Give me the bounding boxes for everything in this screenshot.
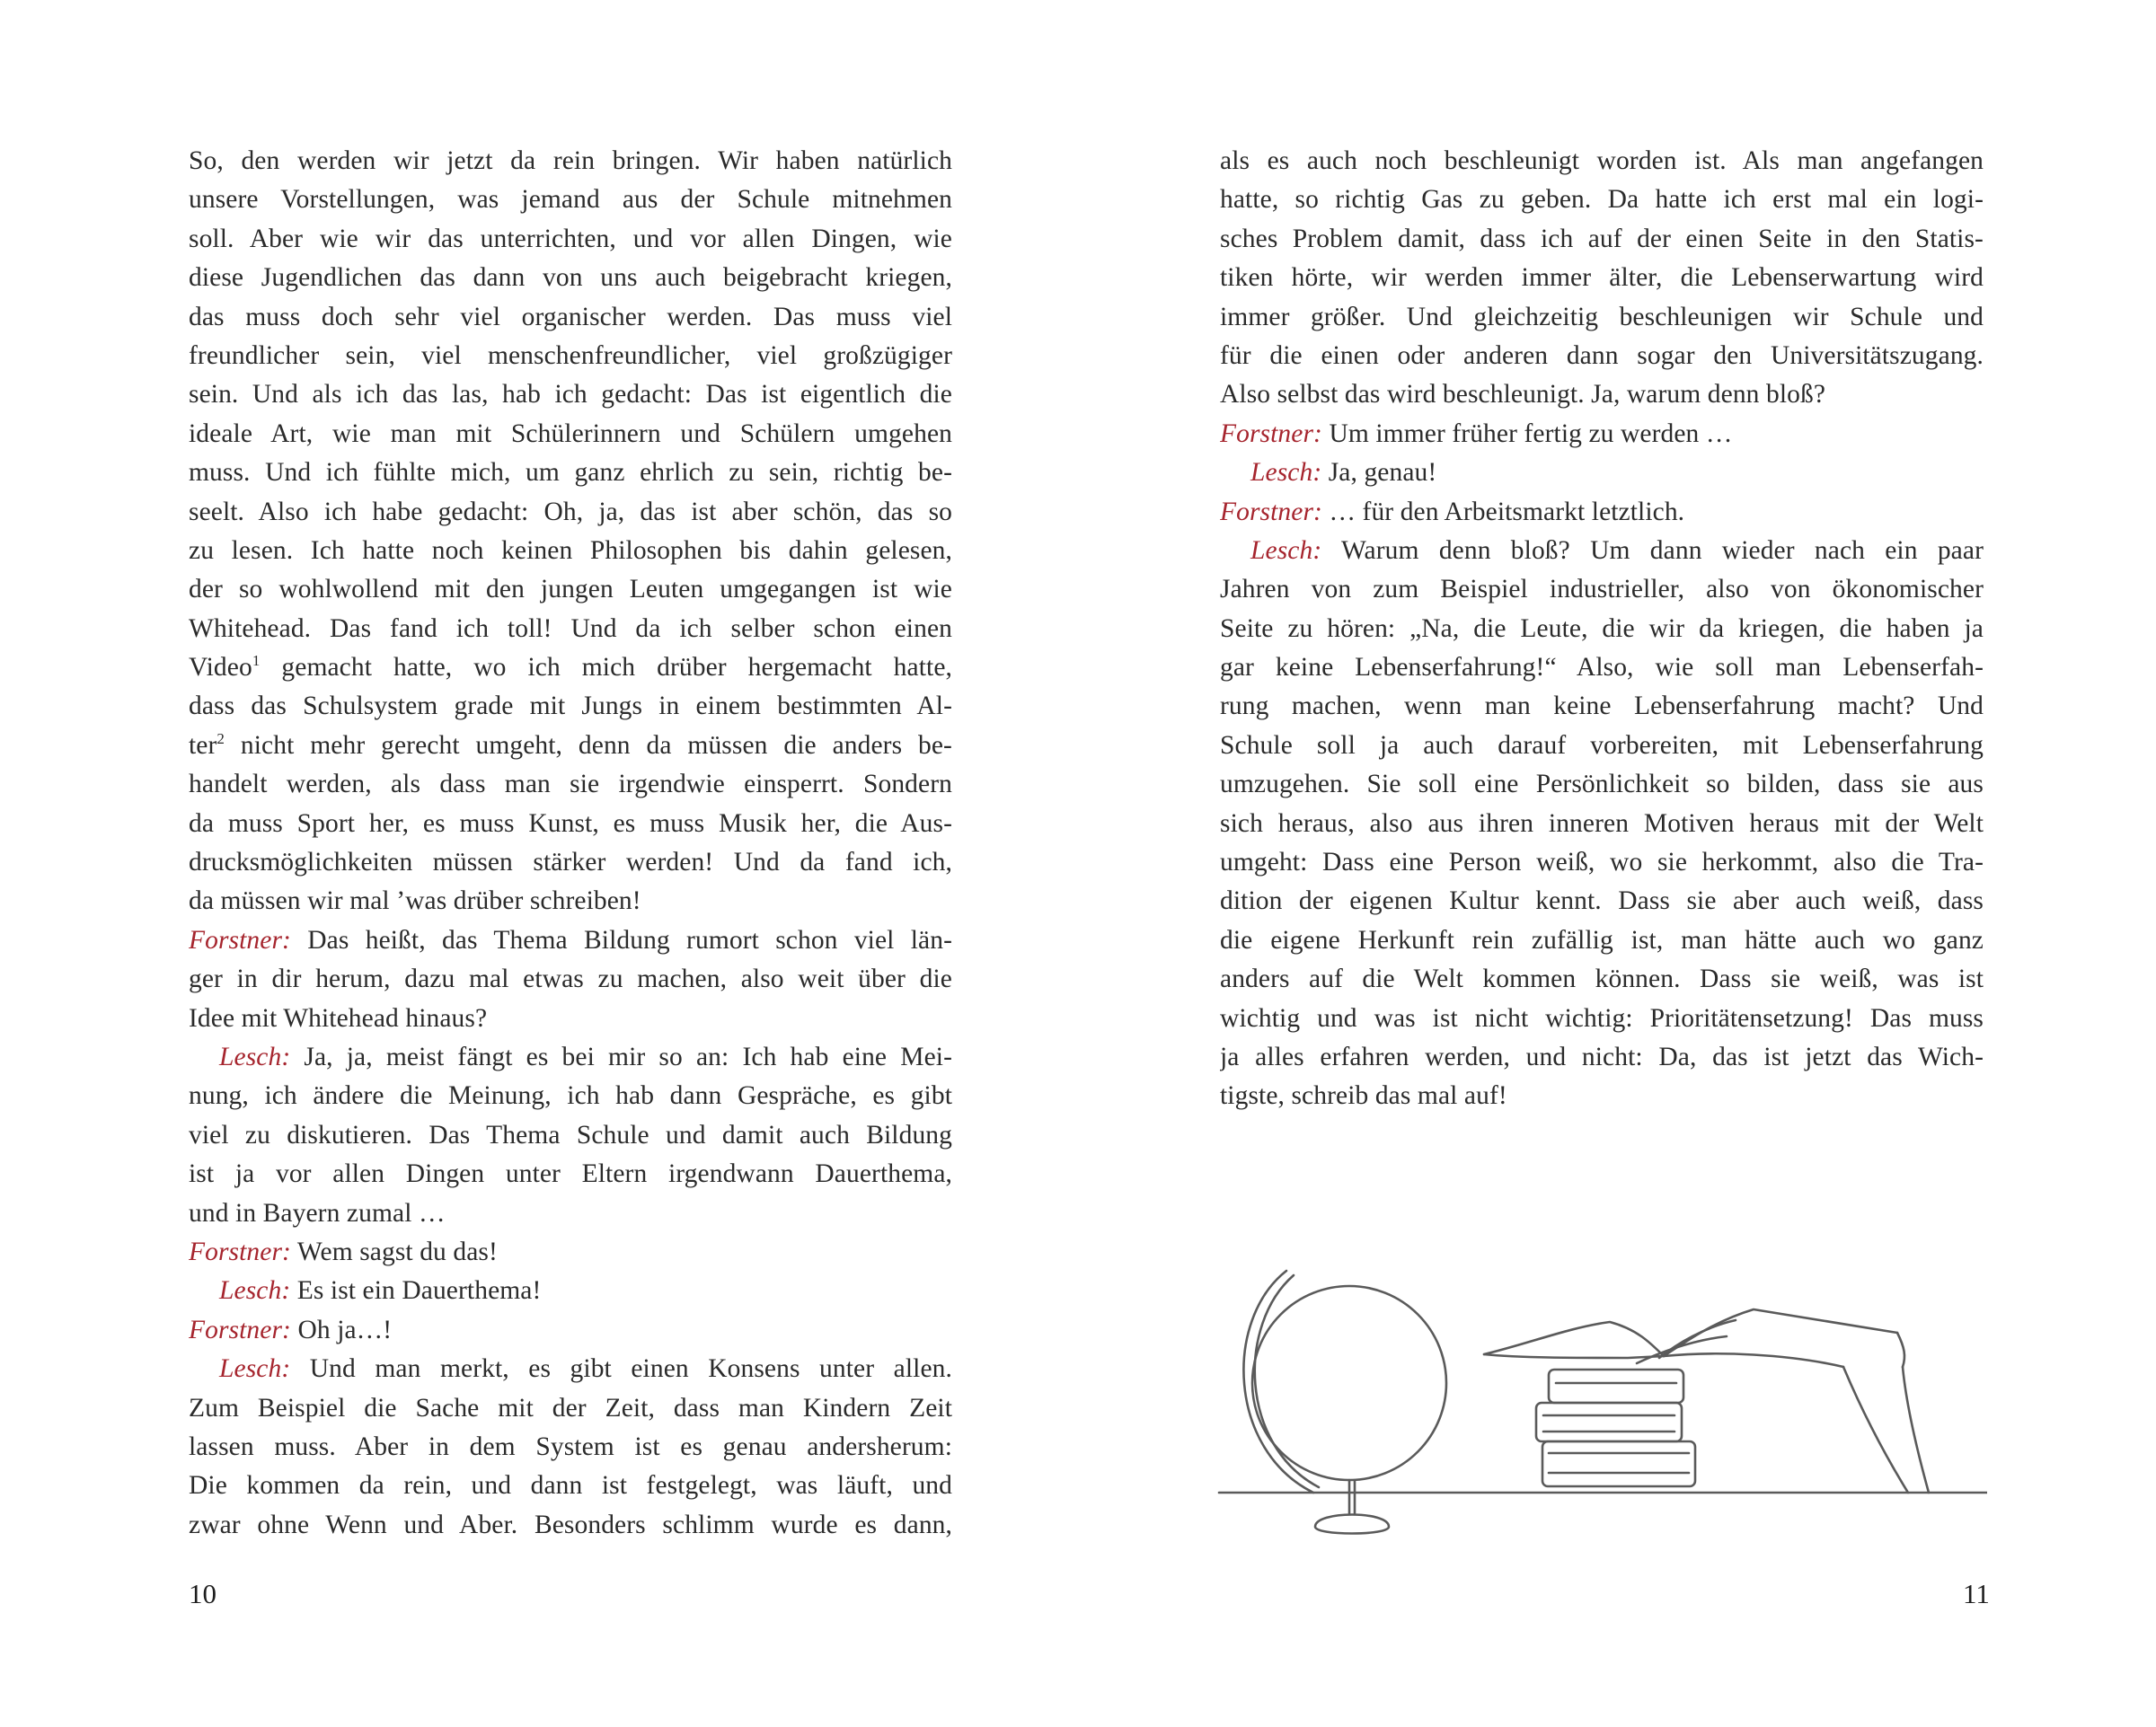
text-line — [1220, 843, 1984, 882]
line-text: die eigene Herkunft rein zufällig ist, man hätte auch wo ganz — [1220, 925, 1984, 955]
speaker-name: Lesch: — [219, 1354, 291, 1384]
line-text: viel zu diskutieren. Das Thema Schule und damit auch Bildung — [189, 1120, 952, 1150]
line-text: ist ja vor allen Dingen unter Eltern irgendwann Dauerthema, — [189, 1159, 952, 1189]
text-line — [1220, 415, 1984, 454]
text-line — [189, 1311, 952, 1350]
text-line — [189, 843, 952, 882]
text-line — [189, 960, 952, 999]
line-text: handelt werden, als dass man sie irgendwie einsperrt. Sondern — [189, 770, 952, 799]
text-line — [189, 181, 952, 219]
speaker-name: Lesch: — [1250, 458, 1322, 488]
text-line — [189, 1000, 952, 1038]
text-line — [189, 765, 952, 804]
line-text: tiken hörte, wir werden immer älter, die Lebenserwartung wird — [1220, 263, 1984, 293]
text-line — [1220, 765, 1984, 804]
line-text: drucksmöglichkeiten müssen stärker werden! Und da fand ich, — [189, 848, 952, 877]
text-line — [1220, 1038, 1984, 1077]
text-line — [1220, 1000, 1984, 1038]
text-line — [189, 532, 952, 570]
text-line — [189, 1350, 952, 1388]
line-text: Warum denn bloß? Um dann wieder nach ein paar — [1321, 535, 1984, 565]
text-line — [189, 570, 952, 609]
text-line — [1220, 375, 1984, 414]
line-text: umgeht: Dass eine Person weiß, wo sie herkommt, also die Tra- — [1220, 848, 1984, 877]
left-page-text — [189, 142, 952, 1545]
line-text: sich heraus, also aus ihren inneren Motiven heraus mit der Welt — [1220, 808, 1984, 838]
text-line — [189, 1467, 952, 1505]
line-text: Ja, genau! — [1321, 458, 1437, 488]
text-line — [189, 1506, 952, 1545]
globe-and-books-illustration — [1215, 1257, 1987, 1554]
line-text: rung machen, wenn man keine Lebenserfahrung macht? Und — [1220, 692, 1984, 721]
line-text: … für den Arbeitsmarkt letztlich. — [1321, 497, 1685, 526]
text-line — [189, 337, 952, 375]
line-text: Wem sagst du das! — [290, 1237, 498, 1266]
text-line — [1220, 882, 1984, 921]
line-text: wichtig und was ist nicht wichtig: Prioritätensetzung! Das muss — [1220, 1003, 1984, 1033]
speaker-name: Forstner: — [189, 1237, 291, 1266]
text-line — [189, 882, 952, 921]
right-page-number: 11 — [1963, 1578, 1990, 1609]
text-line — [1220, 1077, 1984, 1115]
line-text: dition der eigenen Kultur kennt. Dass sie aber auch weiß, dass — [1220, 886, 1984, 916]
text-line — [1220, 259, 1984, 297]
line-text: da müssen wir mal ’was drüber schreiben! — [189, 886, 641, 916]
text-line — [189, 921, 952, 960]
text-line — [189, 1428, 952, 1467]
line-text: So, den werden wir jetzt da rein bringen. Wir haben natürlich — [189, 146, 952, 175]
line-text: ter — [189, 730, 217, 760]
text-line — [189, 415, 952, 454]
line-text: zwar ohne Wenn und Aber. Besonders schlimm wurde es dann, — [189, 1510, 952, 1539]
line-text: der so wohlwollend mit den jungen Leuten umgegangen ist wie — [189, 575, 952, 604]
line-text: Oh ja…! — [290, 1315, 393, 1344]
line-text: als es auch noch beschleunigt worden ist. Als man angefangen — [1220, 146, 1984, 175]
text-line — [1220, 454, 1984, 492]
text-line — [1220, 687, 1984, 726]
globe-icon — [1252, 1286, 1446, 1480]
line-text: unsere Vorstellungen, was jemand aus der Schule mitnehmen — [189, 185, 952, 215]
line-text: Idee mit Whitehead hinaus? — [189, 1003, 488, 1033]
text-line — [1220, 493, 1984, 532]
speaker-name: Lesch: — [219, 1042, 291, 1071]
text-line — [1220, 181, 1984, 219]
line-text: und in Bayern zumal … — [189, 1198, 446, 1228]
text-line — [189, 454, 952, 492]
line-text: Die kommen da rein, und dann ist festgelegt, was läuft, und — [189, 1471, 952, 1501]
line-text-continued: nicht mehr gerecht umgeht, denn da müssen die anders be- — [225, 730, 952, 760]
line-text: diese Jugendlichen das dann von uns auch beigebracht kriegen, — [189, 263, 952, 293]
line-text: dass das Schulsystem grade mit Jungs in einem bestimmten Al- — [189, 692, 952, 721]
left-page-number: 10 — [189, 1578, 216, 1609]
line-text: Das heißt, das Thema Bildung rumort schon viel län- — [290, 925, 952, 955]
text-line — [189, 1272, 952, 1310]
text-line — [1220, 805, 1984, 843]
text-line — [1220, 337, 1984, 375]
right-page — [1078, 0, 2156, 1727]
line-text: für die einen oder anderen dann sogar den Universitätszugang. — [1220, 340, 1984, 370]
text-line — [189, 610, 952, 648]
footnote-marker[interactable]: 1 — [252, 652, 261, 670]
text-line — [189, 1233, 952, 1272]
text-line — [1220, 921, 1984, 960]
line-text: da muss Sport her, es muss Kunst, es muss Musik her, die Aus- — [189, 808, 952, 838]
line-text: Um immer früher fertig zu werden … — [1321, 419, 1733, 448]
text-line — [189, 1038, 952, 1077]
line-text: Whitehead. Das fand ich toll! Und da ich selber schon einen — [189, 613, 952, 643]
text-line — [1220, 727, 1984, 765]
line-text: immer größer. Und gleichzeitig beschleunigen wir Schule und — [1220, 302, 1984, 331]
line-text: ger in dir herum, dazu mal etwas zu machen, also weit über die — [189, 965, 952, 994]
line-text: Jahren von zum Beispiel industrieller, also von ökonomischer — [1220, 575, 1984, 604]
text-line — [189, 1194, 952, 1233]
text-line — [189, 259, 952, 297]
line-text: Seite zu hören: „Na, die Leute, die wir da kriegen, die haben ja — [1220, 613, 1984, 643]
text-line — [189, 493, 952, 532]
footnote-marker[interactable]: 2 — [216, 729, 225, 747]
text-line — [1220, 610, 1984, 648]
speaker-name: Lesch: — [1250, 535, 1322, 565]
line-text: umzugehen. Sie soll eine Persönlichkeit so bilden, dass sie aus — [1220, 770, 1984, 799]
line-text: Also selbst das wird beschleunigt. Ja, warum denn bloß? — [1220, 380, 1826, 410]
line-text: Video — [189, 653, 252, 683]
speaker-name: Forstner: — [189, 925, 291, 955]
text-line — [1220, 960, 1984, 999]
line-text: Ja, ja, meist fängt es bei mir so an: Ich hab eine Mei- — [290, 1042, 952, 1071]
right-page-text — [1220, 142, 1984, 1116]
line-text: seelt. Also ich habe gedacht: Oh, ja, das ist aber schön, das so — [189, 497, 952, 526]
text-line — [189, 375, 952, 414]
text-line — [1220, 532, 1984, 570]
line-text-continued: gemacht hatte, wo ich mich drüber hergemacht hatte, — [260, 653, 952, 683]
line-text: Schule soll ja auch darauf vorbereiten, mit Lebenserfahrung — [1220, 730, 1984, 760]
text-line — [1220, 648, 1984, 687]
line-text: anders auf die Welt kommen können. Dass sie weiß, was ist — [1220, 965, 1984, 994]
speaker-name: Forstner: — [1220, 497, 1322, 526]
text-line — [1220, 570, 1984, 609]
line-text: ja alles erfahren werden, und nicht: Da, das ist jetzt das Wich- — [1220, 1042, 1984, 1071]
text-line — [189, 805, 952, 843]
text-line — [1220, 142, 1984, 181]
text-line — [189, 1116, 952, 1155]
speaker-name: Lesch: — [219, 1276, 291, 1306]
book-stack — [1536, 1370, 1695, 1486]
line-text: Und man merkt, es gibt einen Konsens unter allen. — [290, 1354, 952, 1384]
line-text: soll. Aber wie wir das unterrichten, und vor allen Dingen, wie — [189, 224, 952, 253]
line-text: zu lesen. Ich hatte noch keinen Philosophen bis dahin gelesen, — [189, 535, 952, 565]
line-text: ideale Art, wie man mit Schülerinnern und Schülern umgehen — [189, 419, 952, 448]
text-line — [189, 298, 952, 337]
line-text: tigste, schreib das mal auf! — [1220, 1081, 1507, 1111]
speaker-name: Forstner: — [189, 1315, 291, 1344]
line-text: sches Problem damit, dass ich auf der einen Seite in den Statis- — [1220, 224, 1984, 253]
line-text: gar keine Lebenserfahrung!“ Also, wie soll man Lebenserfah- — [1220, 653, 1984, 683]
text-line — [189, 220, 952, 259]
line-text: lassen muss. Aber in dem System ist es genau andersherum: — [189, 1432, 952, 1461]
line-text: Zum Beispiel die Sache mit der Zeit, dass man Kindern Zeit — [189, 1393, 952, 1423]
line-text: das muss doch sehr viel organischer werden. Das muss viel — [189, 302, 952, 331]
speaker-name: Forstner: — [1220, 419, 1322, 448]
line-text: sein. Und als ich das las, hab ich gedacht: Das ist eigentlich die — [189, 380, 952, 410]
text-line — [189, 1389, 952, 1428]
text-line — [189, 142, 952, 181]
line-text: freundlicher sein, viel menschenfreundlicher, viel großzügiger — [189, 340, 952, 370]
line-text: nung, ich ändere die Meinung, ich hab dann Gespräche, es gibt — [189, 1081, 952, 1111]
text-line — [189, 727, 952, 765]
line-text: Es ist ein Dauerthema! — [290, 1276, 542, 1306]
text-line — [1220, 220, 1984, 259]
text-line — [189, 687, 952, 726]
text-line — [189, 648, 952, 687]
line-text: muss. Und ich fühlte mich, um ganz ehrlich zu sein, richtig be- — [189, 458, 952, 488]
line-text: hatte, so richtig Gas zu geben. Da hatte ich erst mal ein logi- — [1220, 185, 1984, 215]
text-line — [1220, 298, 1984, 337]
text-line — [189, 1077, 952, 1115]
text-line — [189, 1155, 952, 1194]
